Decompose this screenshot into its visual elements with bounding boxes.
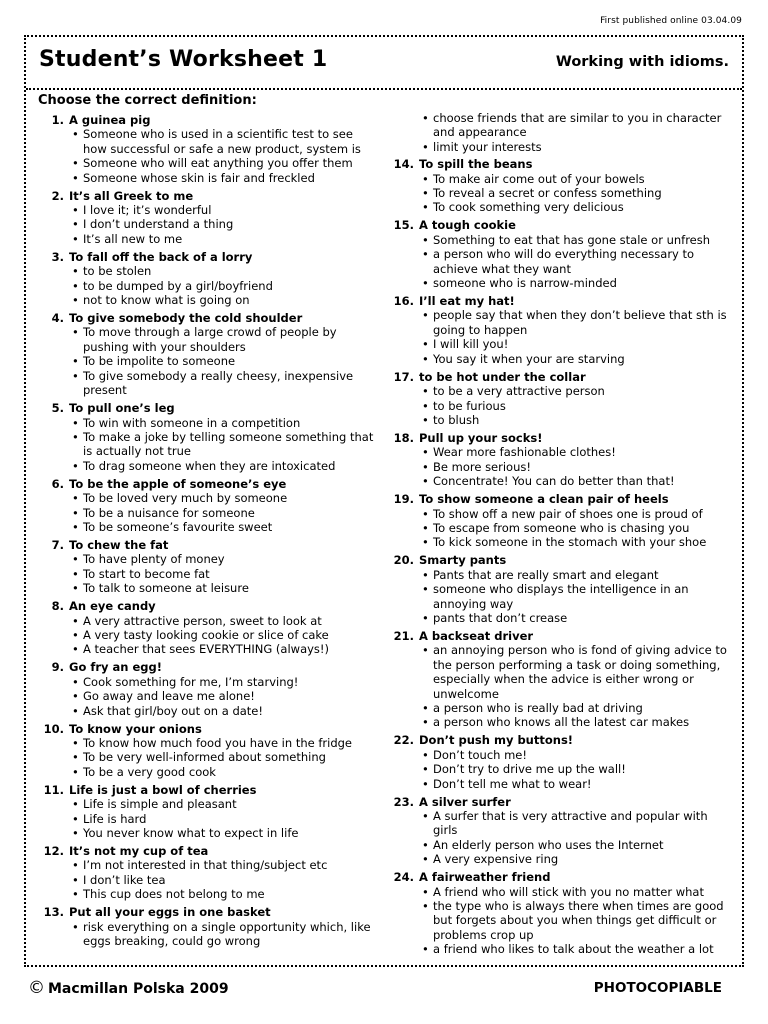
answer-option: • An elderly person who uses the Internet (419, 838, 728, 852)
answer-option: • I will kill you! (419, 337, 728, 351)
answer-option: • a friend who likes to talk about the weather a lot (419, 942, 728, 956)
option-list (38, 203, 378, 246)
copyright-text: Macmillan Polska 2009 (48, 981, 229, 997)
question-heading (38, 538, 378, 552)
question-item (388, 492, 728, 550)
answer-option: • To be impolite to someone (69, 354, 378, 368)
question-number: 19. (393, 492, 414, 507)
option-list (388, 568, 728, 626)
question-item (38, 905, 378, 948)
question-number: 11. (43, 782, 64, 797)
answer-option: • To drag someone when they are intoxicated (69, 459, 378, 473)
question-number: 6. (51, 476, 64, 491)
question-item (38, 599, 378, 657)
option-list (388, 809, 728, 867)
question-item (388, 431, 728, 489)
question-number: 15. (393, 218, 414, 233)
left-column (38, 113, 378, 952)
answer-option: • Pants that are really smart and elegant (419, 568, 728, 582)
question-number: 23. (393, 794, 414, 809)
option-list (388, 885, 728, 957)
question-title: A tough cookie (419, 218, 516, 233)
question-item (388, 294, 728, 366)
question-title: To pull one’s leg (69, 401, 175, 416)
question-number: 21. (393, 628, 414, 643)
answer-option: • people say that when they don’t believe that sth is going to happen (419, 308, 728, 337)
question-title: Put all your eggs in one basket (69, 905, 271, 920)
answer-option: • I’m not interested in that thing/subject etc (69, 858, 378, 872)
question-title: Go fry an egg! (69, 660, 162, 675)
answer-option: • to be stolen (69, 264, 378, 278)
option-list (38, 675, 378, 718)
question-title: to be hot under the collar (419, 369, 586, 384)
question-title: A silver surfer (419, 794, 511, 809)
answer-option: • A very expensive ring (419, 852, 728, 866)
question-item (388, 629, 728, 730)
question-heading (388, 157, 728, 171)
question-heading (38, 905, 378, 919)
photocopiable-label: PHOTOCOPIABLE (593, 980, 722, 996)
question-title: I’ll eat my hat! (419, 294, 515, 309)
question-heading (38, 113, 378, 127)
publication-date: First published online 03.04.09 (600, 16, 742, 26)
answer-option: • Life is simple and pleasant (69, 797, 378, 811)
option-list (388, 748, 728, 791)
question-number: 7. (51, 537, 64, 552)
answer-option: • a person who is really bad at driving (419, 701, 728, 715)
answer-option: • Someone who will eat anything you offer them (69, 156, 378, 170)
question-number: 3. (51, 249, 64, 264)
question-title: A fairweather friend (419, 870, 551, 885)
question-title: To chew the fat (69, 537, 169, 552)
answer-option: • not to know what is going on (69, 293, 378, 307)
question-title: To give somebody the cold shoulder (69, 311, 303, 326)
answer-option: • to blush (419, 413, 728, 427)
answer-option: • a person who knows all the latest car makes (419, 715, 728, 729)
question-heading (38, 599, 378, 613)
answer-option: • Someone whose skin is fair and freckled (69, 171, 378, 185)
option-list (38, 736, 378, 779)
answer-option: • To talk to someone at leisure (69, 581, 378, 595)
question-number: 22. (393, 733, 414, 748)
answer-option: • To cook something very delicious (419, 200, 728, 214)
answer-option: • To be someone’s favourite sweet (69, 520, 378, 534)
question-item (38, 722, 378, 780)
answer-option: • Ask that girl/boy out on a date! (69, 704, 378, 718)
question-item (38, 311, 378, 397)
question-heading (38, 401, 378, 415)
answer-option: • an annoying person who is fond of giving advice to the person performing a task or doing something, especially when the advice is either wrong or unwelcome (419, 643, 728, 701)
answer-option: • To show off a new pair of shoes one is proud of (419, 507, 728, 521)
question-heading (388, 492, 728, 506)
question-number: 13. (43, 905, 64, 920)
answer-option: • Don’t tell me what to wear! (419, 777, 728, 791)
question-heading (388, 218, 728, 232)
question-title: Don’t push my buttons! (419, 733, 574, 748)
question-heading (38, 189, 378, 203)
answer-option: • someone who displays the intelligence in an annoying way (419, 582, 728, 611)
answer-option: • to be furious (419, 399, 728, 413)
worksheet-subtitle: Working with idioms. (555, 54, 729, 70)
question-heading (38, 311, 378, 325)
answer-option: • To start to become fat (69, 567, 378, 581)
right-column (388, 111, 728, 960)
answer-option: • To know how much food you have in the fridge (69, 736, 378, 750)
option-list (38, 858, 378, 901)
question-number: 14. (393, 157, 414, 172)
option-list (38, 614, 378, 657)
question-heading (388, 733, 728, 747)
right-questions (388, 157, 728, 956)
question-number: 18. (393, 430, 414, 445)
answer-option: • To kick someone in the stomach with your shoe (419, 535, 728, 549)
answer-option: • I don’t like tea (69, 873, 378, 887)
question-item (38, 660, 378, 718)
question-number: 20. (393, 553, 414, 568)
answer-option: • To win with someone in a competition (69, 416, 378, 430)
answer-option: • To be a very good cook (69, 765, 378, 779)
answer-option: • To make a joke by telling someone something that is actually not true (69, 430, 378, 459)
question-heading (388, 870, 728, 884)
worksheet-title: Student’s Worksheet 1 (39, 47, 328, 72)
question-title: A guinea pig (69, 113, 151, 127)
answer-option: • to be dumped by a girl/boyfriend (69, 279, 378, 293)
answer-option: • To make air come out of your bowels (419, 172, 728, 186)
option-list (388, 643, 728, 729)
question-title: It’s all Greek to me (69, 188, 194, 203)
question-item (388, 553, 728, 625)
question-item (38, 538, 378, 596)
answer-option: • To be a nuisance for someone (69, 506, 378, 520)
answer-option: • A teacher that sees EVERYTHING (always!) (69, 642, 378, 656)
question-item (38, 844, 378, 902)
question-number: 16. (393, 294, 414, 309)
answer-option: • Don’t touch me! (419, 748, 728, 762)
answer-option: • A friend who will stick with you no matter what (419, 885, 728, 899)
answer-option: • To be very well-informed about something (69, 750, 378, 764)
question-heading (388, 629, 728, 643)
answer-option: • to be a very attractive person (419, 384, 728, 398)
option-list (38, 127, 378, 185)
answer-option: • This cup does not belong to me (69, 887, 378, 901)
question-title: Pull up your socks! (419, 430, 543, 445)
question-title: To know your onions (69, 721, 202, 736)
option-list (38, 920, 378, 949)
answer-option: • It’s all new to me (69, 232, 378, 246)
question-item (388, 370, 728, 428)
instruction: Choose the correct definition: (38, 93, 257, 108)
question-heading (38, 660, 378, 674)
copyright-notice (28, 978, 229, 998)
question-title: To show someone a clean pair of heels (419, 492, 669, 507)
option-list (388, 308, 728, 366)
answer-option: • To have plenty of money (69, 552, 378, 566)
answer-option: • pants that don’t crease (419, 611, 728, 625)
question-title: An eye candy (69, 599, 156, 614)
question-item (388, 157, 728, 215)
question-heading (38, 844, 378, 858)
question-heading (388, 795, 728, 809)
answer-option: • A very tasty looking cookie or slice of cake (69, 628, 378, 642)
option-list (388, 233, 728, 291)
answer-option: • the type who is always there when times are good but forgets about you when things get difficult or problems crop up (419, 899, 728, 942)
question-item (388, 795, 728, 867)
answer-option: • a person who will do everything necessary to achieve what they want (419, 247, 728, 276)
answer-option: • risk everything on a single opportunity which, like eggs breaking, could go wrong (69, 920, 378, 949)
question-heading (388, 431, 728, 445)
question-item (38, 477, 378, 535)
question-title: Life is just a bowl of cherries (69, 782, 257, 797)
answer-option: • Life is hard (69, 812, 378, 826)
answer-option: • To escape from someone who is chasing you (419, 521, 728, 535)
option-list (388, 507, 728, 550)
question-title: To be the apple of someone’s eye (69, 476, 287, 491)
question-number: 2. (51, 188, 64, 203)
question-heading (38, 783, 378, 797)
question-heading (38, 722, 378, 736)
answer-option: • A very attractive person, sweet to look at (69, 614, 378, 628)
question-number: 24. (393, 870, 414, 885)
option-list (388, 445, 728, 488)
answer-option: • Something to eat that has gone stale or unfresh (419, 233, 728, 247)
answer-option: • I don’t understand a thing (69, 217, 378, 231)
question-number: 9. (51, 660, 64, 675)
answer-option: • I love it; it’s wonderful (69, 203, 378, 217)
question-title: Smarty pants (419, 553, 507, 568)
question-title: To spill the beans (419, 157, 533, 172)
option-list (38, 416, 378, 474)
question-number: 17. (393, 369, 414, 384)
answer-option: • Cook something for me, I’m starving! (69, 675, 378, 689)
question-title: To fall off the back of a lorry (69, 249, 253, 264)
answer-option: • Be more serious! (419, 460, 728, 474)
answer-option: • Concentrate! You can do better than that! (419, 474, 728, 488)
question-item (388, 733, 728, 791)
question-number: 5. (51, 401, 64, 416)
question-item (38, 401, 378, 473)
option-list (38, 325, 378, 397)
question-heading (38, 250, 378, 264)
answer-option: • Go away and leave me alone! (69, 689, 378, 703)
question-item (388, 218, 728, 290)
question-number: 1. (51, 113, 64, 127)
answer-option: • You say it when your are starving (419, 352, 728, 366)
option-list (38, 552, 378, 595)
answer-option: • You never know what to expect in life (69, 826, 378, 840)
answer-option: • Wear more fashionable clothes! (419, 445, 728, 459)
answer-option: • A surfer that is very attractive and popular with girls (419, 809, 728, 838)
option-list (38, 491, 378, 534)
answer-option: • choose friends that are similar to you in character and appearance (419, 111, 728, 140)
option-list (388, 384, 728, 427)
answer-option: • To give somebody a really cheesy, inexpensive present (69, 369, 378, 398)
question-title: It’s not my cup of tea (69, 844, 209, 859)
question-item (38, 250, 378, 308)
question-title: A backseat driver (419, 628, 534, 643)
option-list (38, 264, 378, 307)
question-item (38, 189, 378, 247)
answer-option: • Don’t try to drive me up the wall! (419, 762, 728, 776)
header-divider (26, 88, 742, 90)
question-heading (388, 553, 728, 567)
question-heading (388, 294, 728, 308)
question-item (388, 870, 728, 956)
answer-option: • limit your interests (419, 140, 728, 154)
answer-option: • someone who is narrow-minded (419, 276, 728, 290)
question-number: 4. (51, 311, 64, 326)
answer-option: • To be loved very much by someone (69, 491, 378, 505)
copyright-icon: © (28, 978, 45, 998)
continued-options (388, 111, 728, 154)
question-heading (38, 477, 378, 491)
option-list (388, 172, 728, 215)
question-item (38, 783, 378, 841)
answer-option: • To reveal a secret or confess something (419, 186, 728, 200)
option-list (38, 797, 378, 840)
question-number: 10. (43, 721, 64, 736)
worksheet-frame (24, 35, 744, 967)
question-heading (388, 370, 728, 384)
answer-option: • To move through a large crowd of people by pushing with your shoulders (69, 325, 378, 354)
question-item (38, 113, 378, 185)
question-number: 12. (43, 844, 64, 859)
question-number: 8. (51, 599, 64, 614)
answer-option: • Someone who is used in a scientific test to see how successful or safe a new product, system is (69, 127, 378, 156)
